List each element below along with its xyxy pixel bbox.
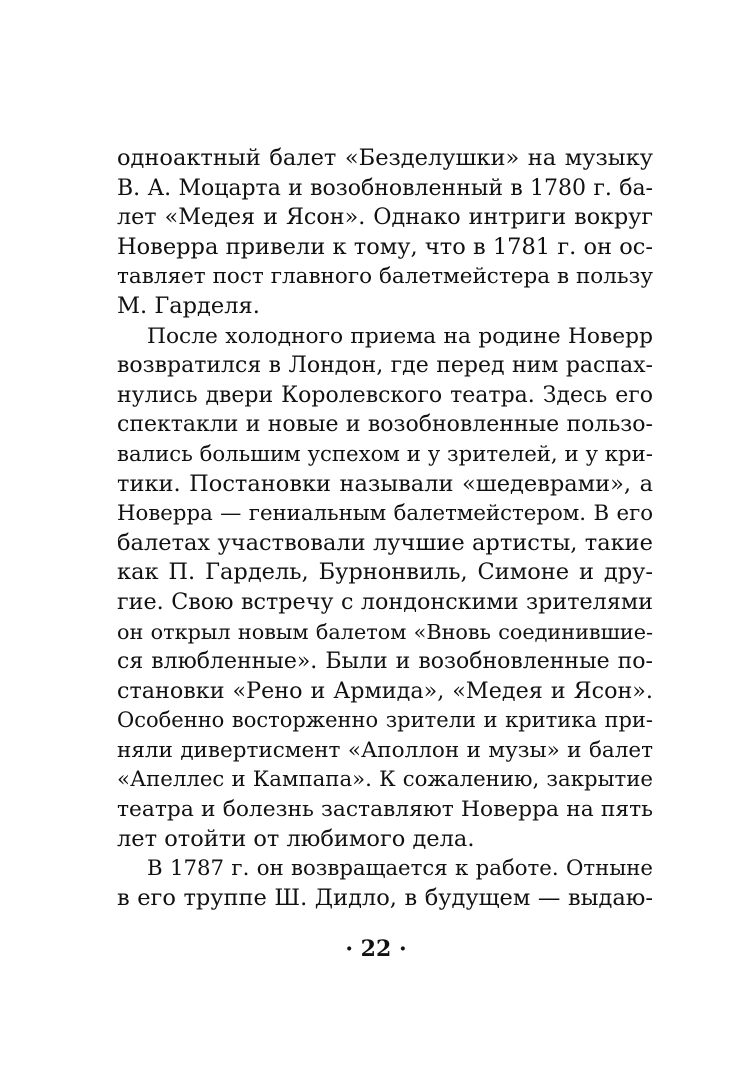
- text-line: лет «Медея и Ясон». Однако интриги вокруг: [117, 204, 653, 231]
- text-line: нулись двери Королевского театра. Здесь его: [117, 382, 653, 408]
- text-line: театра и болезнь заставляют Новерра на пять: [117, 797, 653, 823]
- text-line: как П. Гардель, Бурнонвиль, Симоне и дру-: [117, 559, 653, 586]
- text-line: Новерра — гениальным балетмейстером. В его: [117, 501, 653, 527]
- text-line: тики. Постановки называли «шедеврами», а: [117, 470, 653, 497]
- text-line: В. А. Моцарта и возобновленный в 1780 г. ба-: [117, 175, 653, 201]
- body-text: [117, 144, 653, 913]
- text-line: ся влюбленные». Были и возобновленные по-: [117, 649, 653, 675]
- text-line: возвратился в Лондон, где перед ним распах-: [117, 353, 653, 379]
- text-line: тавляет пост главного балетмейстера в пользу: [117, 264, 653, 290]
- text-line: «Апеллес и Кампапа». К сожалению, закрытие: [117, 767, 653, 793]
- text-line: В 1787 г. он возвращается к работе. Отныне: [147, 856, 653, 882]
- text-line: няли дивертисмент «Аполлон и музы» и балет: [117, 737, 653, 763]
- text-line: одноактный балет «Безделушки» на музыку: [117, 145, 653, 171]
- text-line: М. Гарделя.: [117, 292, 260, 319]
- text-line: вались большим успехом и у зрителей, и у кри-: [117, 441, 653, 467]
- text-line: гие. Свою встречу с лондонскими зрителями: [117, 588, 653, 615]
- text-line: становки «Рено и Армида», «Медея и Ясон».: [117, 677, 653, 704]
- text-line: в его труппе Ш. Дидло, в будущем — выдаю-: [117, 884, 653, 911]
- text-line: спектакли и новые и возобновленные пользо-: [117, 412, 653, 438]
- page-number: · 22 ·: [345, 936, 407, 962]
- text-line: он открыл новым балетом «Вновь соединившие-: [117, 619, 653, 644]
- text-line: Новерра привели к тому, что в 1781 г. он ос-: [117, 233, 653, 260]
- text-line: балетах участвовали лучшие артисты, такие: [117, 529, 653, 556]
- text-line: Особенно восторженно зрители и критика при-: [117, 708, 653, 733]
- text-line: лет отойти от любимого дела.: [117, 825, 475, 852]
- text-line: После холодного приема на родине Новерр: [147, 323, 653, 349]
